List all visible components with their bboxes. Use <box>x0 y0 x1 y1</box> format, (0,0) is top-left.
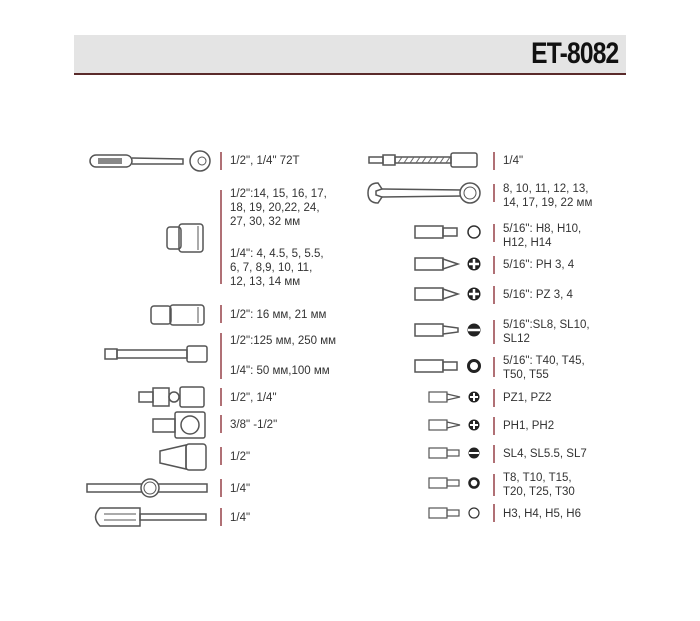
separator <box>220 388 222 406</box>
spark-plug-socket-spec: 1/2" <box>230 451 251 463</box>
socket-spec-quarter-inch: 1/4": 4, 4.5, 5, 5.5, 6, 7, 8,9, 10, 11, 12, 13, 14 мм <box>230 248 324 288</box>
separator <box>493 286 495 304</box>
extension-spec-half-inch: 1/2":125 мм, 250 мм <box>230 335 337 347</box>
separator <box>220 415 222 433</box>
slotted-small-spec: SL4, SL5.5, SL7 <box>503 448 587 460</box>
screwdriver-handle-icon <box>90 506 208 528</box>
ratchet-spec: 1/2", 1/4" 72T <box>230 155 300 167</box>
separator <box>493 474 495 496</box>
separator <box>493 224 495 242</box>
combination-wrench-icon <box>366 180 482 206</box>
torx-bit-icon <box>428 476 484 490</box>
adaptor-spec: 3/8" -1/2" <box>230 419 278 431</box>
separator <box>220 333 222 379</box>
deep-socket-icon <box>150 304 206 326</box>
model-title: ET-8082 <box>530 37 618 70</box>
t-handle-spec: 1/4" <box>230 483 251 495</box>
phillips-small-spec: PH1, PH2 <box>503 420 555 432</box>
header-divider <box>74 73 626 75</box>
spark-plug-socket-icon <box>156 443 208 471</box>
slotted-bit-spec: 5/16":SL8, SL10, SL12 <box>503 319 590 345</box>
socket-spec-half-inch: 1/2":14, 15, 16, 17, 18, 19, 20,22, 24, 27, 30, 32 мм <box>230 188 327 228</box>
separator <box>493 357 495 377</box>
pozidriv-bit-icon <box>428 390 484 404</box>
separator <box>493 256 495 274</box>
pozidriv-bit-spec: 5/16": PZ 3, 4 <box>503 289 573 301</box>
universal-joint-icon <box>138 385 208 409</box>
hex-bit-spec: 5/16": H8, H10, H12, H14 <box>503 223 582 249</box>
phillips-bit-icon <box>414 256 484 272</box>
ratchet-icon <box>88 150 220 172</box>
extension-bar-icon <box>104 345 208 363</box>
separator <box>220 447 222 465</box>
hex-small-spec: H3, H4, H5, H6 <box>503 508 581 520</box>
hex-bit-icon <box>414 224 484 240</box>
wrench-spec: 8, 10, 11, 12, 13, 14, 17, 19, 22 мм <box>503 183 593 209</box>
socket-icon <box>166 223 206 253</box>
separator <box>493 445 495 463</box>
pozidriv-small-spec: PZ1, PZ2 <box>503 392 552 404</box>
torx-small-spec: T8, T10, T15, T20, T25, T30 <box>503 472 575 498</box>
slotted-bit-icon <box>414 322 484 338</box>
torx-bit-spec: 5/16": T40, T45, T50, T55 <box>503 355 585 381</box>
phillips-bit-icon <box>428 418 484 432</box>
separator <box>220 479 222 497</box>
separator <box>493 389 495 407</box>
universal-joint-spec: 1/2", 1/4" <box>230 392 277 404</box>
extension-spec-quarter-inch: 1/4": 50 мм,100 мм <box>230 365 330 377</box>
screwdriver-handle-spec: 1/4" <box>230 512 251 524</box>
separator <box>493 504 495 522</box>
pozidriv-bit-icon <box>414 286 484 302</box>
flexible-extension-spec: 1/4" <box>503 155 524 167</box>
torx-bit-icon <box>414 358 484 374</box>
separator <box>493 417 495 435</box>
slotted-bit-icon <box>428 446 484 460</box>
separator <box>220 152 222 170</box>
adaptor-icon <box>152 411 208 439</box>
separator <box>220 305 222 323</box>
separator <box>493 184 495 202</box>
t-handle-icon <box>86 478 208 498</box>
separator <box>493 152 495 170</box>
separator <box>220 508 222 526</box>
separator <box>220 190 222 284</box>
phillips-bit-spec: 5/16": PH 3, 4 <box>503 259 575 271</box>
hex-bit-icon <box>428 506 484 520</box>
flexible-extension-icon <box>368 152 480 168</box>
deep-socket-spec: 1/2": 16 мм, 21 мм <box>230 309 327 321</box>
separator <box>493 320 495 344</box>
